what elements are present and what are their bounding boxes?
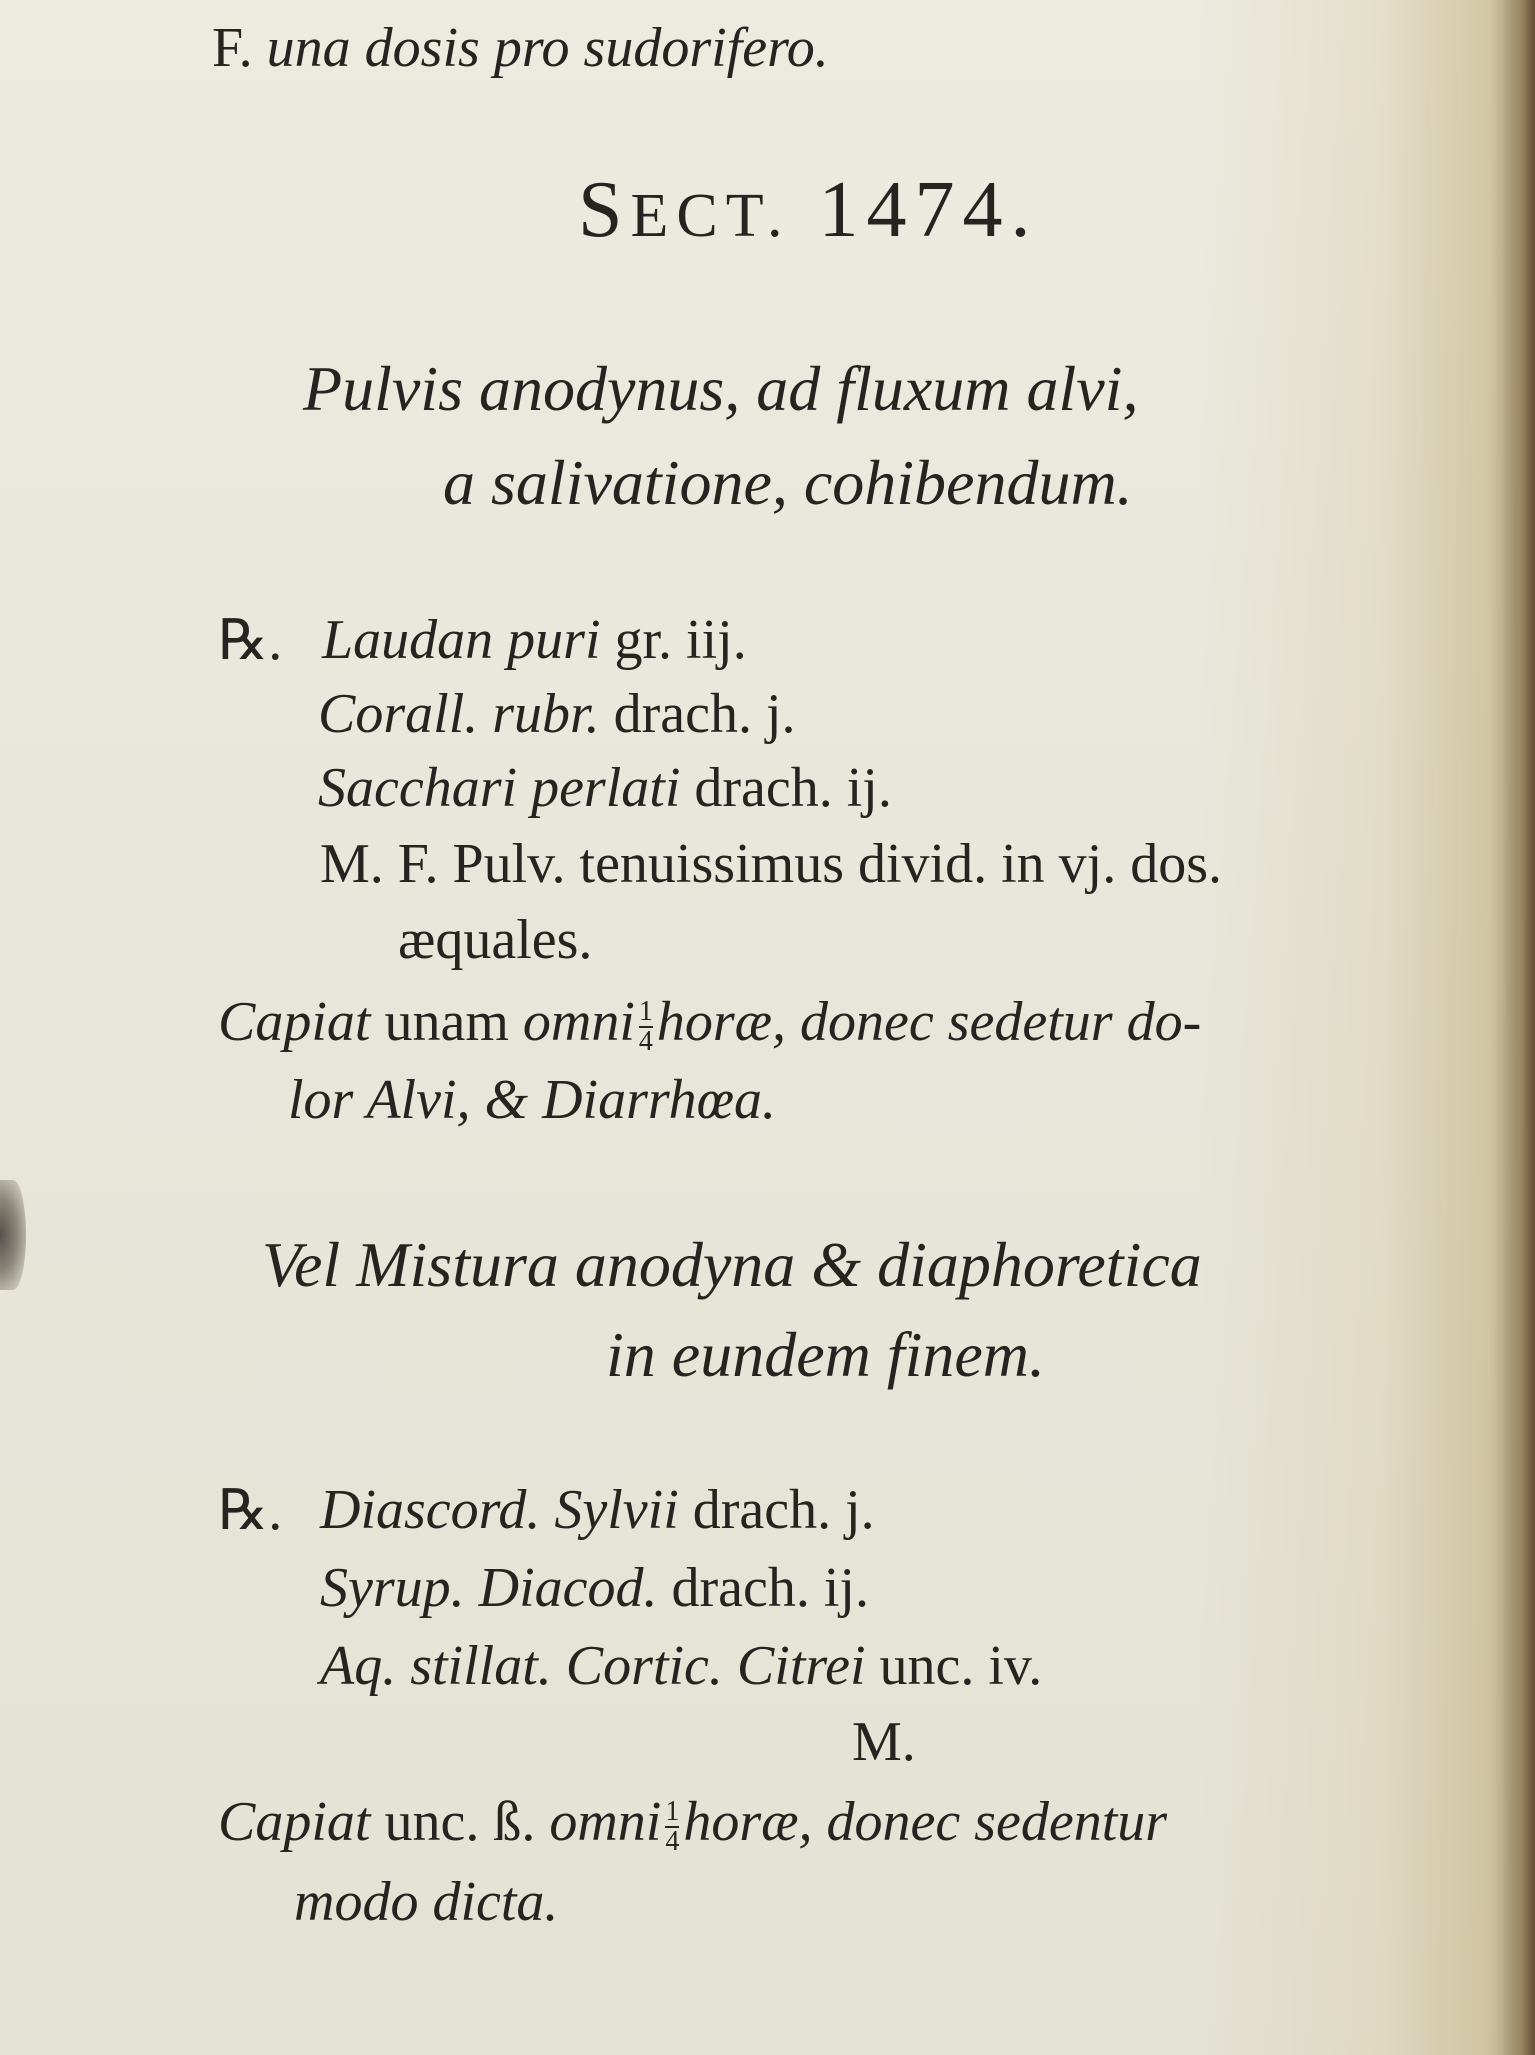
instruction-omni: omni [549, 1791, 662, 1853]
recipe1-line [318, 756, 892, 820]
heading1-line1: Pulvis anodynus, ad fluxum alvi, [303, 353, 1139, 424]
recipe1-rx-symbol: ℞. [218, 610, 283, 672]
recipe1-amount: gr. iij. [614, 609, 747, 671]
fraction-numerator: 1 [665, 1796, 680, 1828]
section-number: 1474. [818, 166, 1039, 254]
recipe2-amount: unc. iv. [879, 1635, 1043, 1697]
recipe1-amount: drach. j. [613, 683, 796, 745]
section-label: ECT. [630, 182, 791, 250]
recipe1-mix-line1: M. F. Pulv. tenuissimus divid. in vj. dos. [320, 833, 1223, 895]
instruction-rest: horæ, donec sedentur [683, 1791, 1168, 1853]
recipe2-ingredient: Syrup. Diacod. [320, 1557, 658, 1619]
recipe1-line [318, 682, 796, 746]
recipe2-instruction [218, 1790, 1167, 1856]
top-line-prefix: F. [212, 17, 253, 79]
instruction-unc: unc. ß. [384, 1791, 536, 1853]
recipe2-amount: drach. j. [692, 1479, 875, 1541]
recipe1-instruction-line2: lor Alvi, & Diarrhœa. [288, 1069, 777, 1131]
quarter-fraction [665, 1798, 679, 1856]
recipe2-instruction-line2: modo dicta. [294, 1871, 559, 1933]
recipe1-ingredient: Corall. rubr. [318, 683, 600, 745]
recipe2-amount: drach. ij. [671, 1557, 869, 1619]
recipe1-mix-line2: æquales. [398, 909, 593, 971]
instruction-capiat: Capiat [218, 991, 371, 1053]
fraction-denominator: 4 [638, 1026, 653, 1058]
recipe2-mix: M. [852, 1711, 916, 1773]
fraction-numerator: 1 [638, 996, 653, 1028]
top-line [212, 16, 829, 80]
recipe2-line [320, 1634, 1042, 1698]
recipe1-line [322, 608, 747, 672]
recipe1-ingredient: Laudan puri [322, 609, 601, 671]
instruction-unam: unam [384, 991, 509, 1053]
recipe1-instruction [218, 990, 1201, 1056]
fraction-denominator: 4 [665, 1826, 680, 1858]
recipe1-amount: drach. ij. [694, 757, 892, 819]
recipe2-ingredient: Aq. stillat. Cortic. Citrei [320, 1635, 866, 1697]
left-page-edge [0, 1180, 26, 1290]
instruction-capiat: Capiat [218, 1791, 371, 1853]
quarter-fraction [639, 998, 653, 1056]
page-gutter-shadow [1501, 0, 1535, 2055]
heading2-line1: Vel Mistura anodyna & diaphoretica [262, 1229, 1202, 1300]
instruction-omni: omni [522, 991, 635, 1053]
heading1-line2: a salivatione, cohibendum. [443, 447, 1133, 518]
recipe2-rx-symbol: ℞. [218, 1480, 283, 1542]
top-line-text: una dosis pro sudorifero. [266, 17, 829, 79]
recipe1-ingredient: Sacchari perlati [318, 757, 681, 819]
instruction-rest: horæ, donec sedetur do- [656, 991, 1202, 1053]
recipe2-line [320, 1478, 875, 1542]
section-first-letter: S [578, 166, 631, 254]
recipe2-ingredient: Diascord. Sylvii [320, 1479, 679, 1541]
recipe2-line [320, 1556, 869, 1620]
section-heading [578, 165, 1039, 256]
heading2-line2: in eundem finem. [606, 1319, 1045, 1390]
